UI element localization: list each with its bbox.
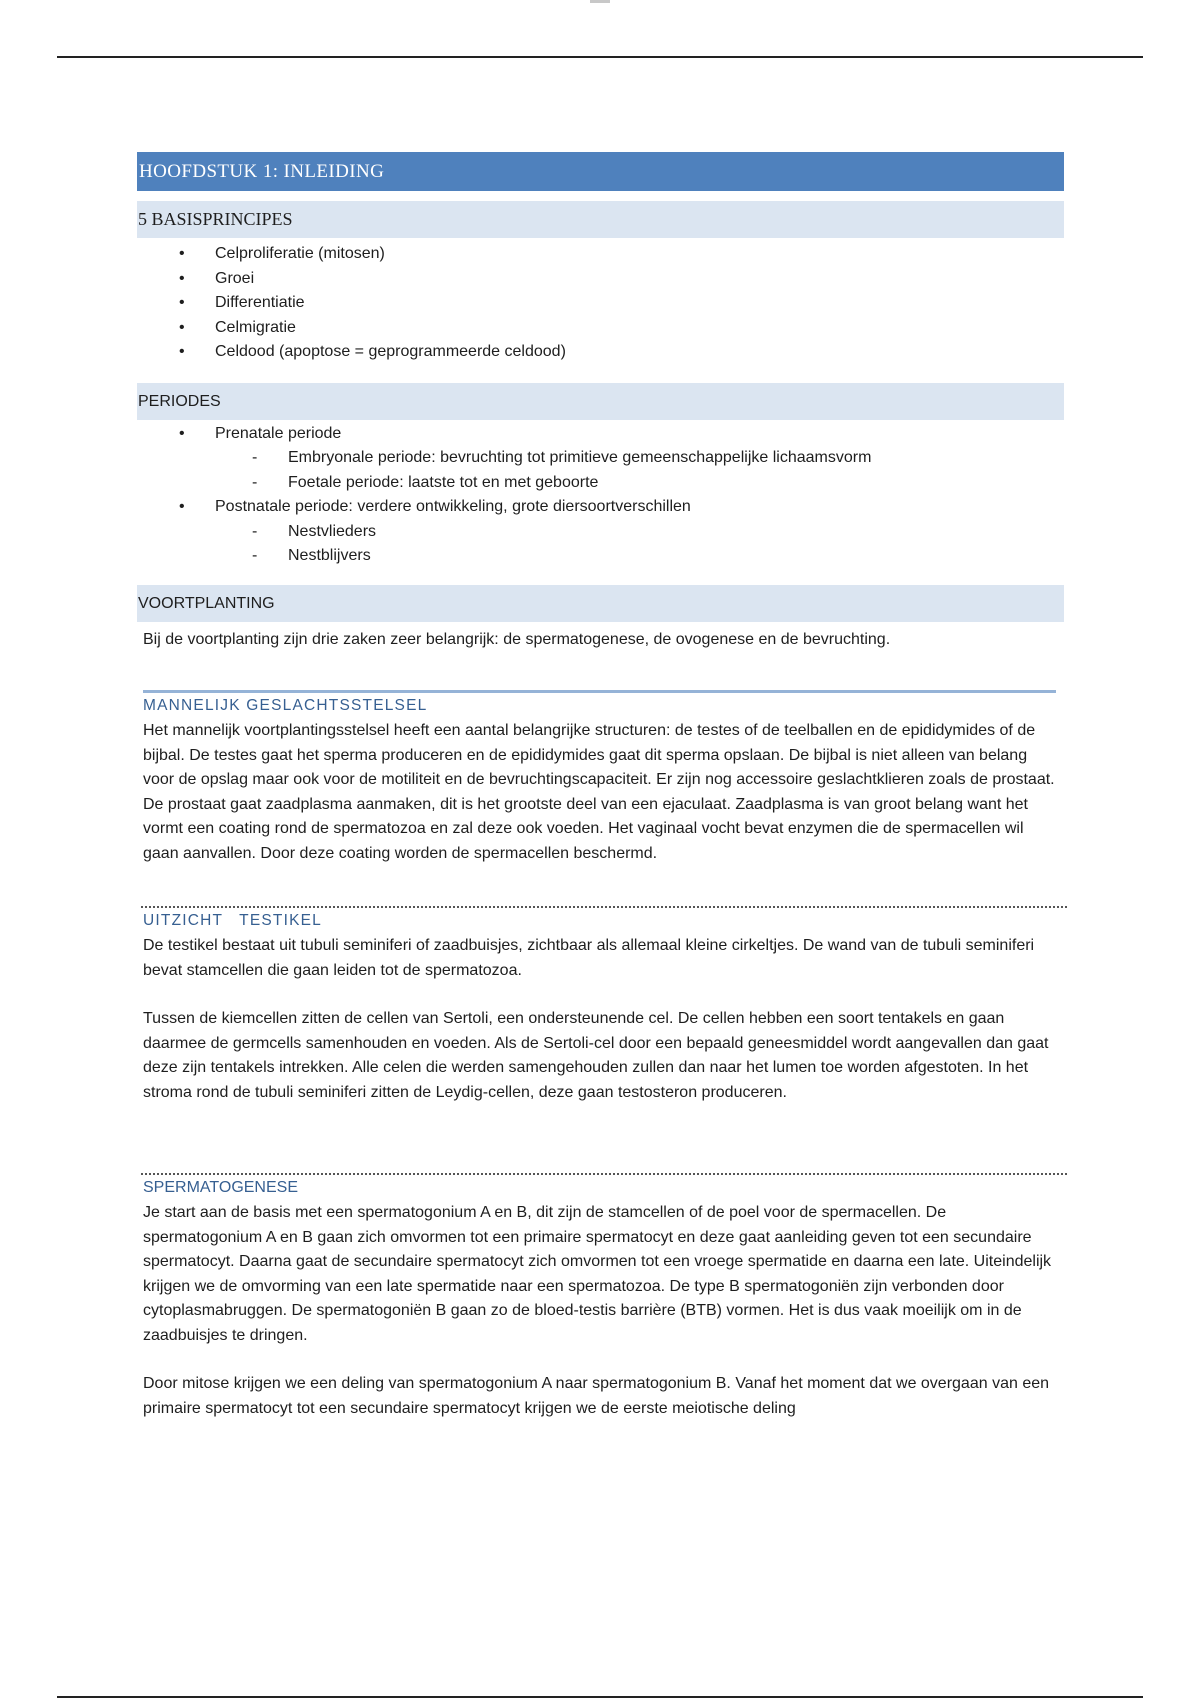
sub-list-item: - Embryonale periode: bevruchting tot primitieve gemeenschappelijke lichaamsvorm	[137, 446, 1064, 471]
heading-mannelijk: MANNELIJK GESLACHTSSTELSEL	[143, 697, 428, 714]
heading-voortplanting: VOORTPLANTING	[137, 585, 1064, 622]
list-item: • Postnatale periode: verdere ontwikkeling, grote diersoortverschillen	[137, 495, 1064, 520]
heading-basisprincipes: 5 BASISPRINCIPES	[137, 201, 1064, 238]
list-item: • Prenatale periode	[137, 422, 1064, 447]
mannelijk-text: Het mannelijk voortplantingsstelsel heeft een aantal belangrijke structuren: de testes of de teelballen en de epididymides of de bijbal. De testes gaat het sperma produceren en de epididymides gaat dit sperma opslaan. De bijbal is niet alleen van belang voor de opslag maar ook voor de motiliteit en de bevruchtingscapaciteit. Er zijn nog accessoire geslachtklieren zoals de prostaat. De prostaat gaat zaadplasma aanmaken, dit is het grootste deel van een ejaculaat. Zaadplasma is van groot belang want het vormt een coating rond de spermatozoa en zal deze ook voeden. Het vaginaal vocht bevat enzymen die de spermacellen wil gaan aanvallen. Door deze coating worden de spermacellen beschermd.	[143, 722, 1055, 862]
basisprincipes-list	[137, 242, 1064, 365]
list-item: • Differentiatie	[137, 291, 1064, 316]
footer-rule	[57, 1696, 1143, 1698]
testikel-paragraph-1: De testikel bestaat uit tubuli seminiferi of zaadbuisjes, zichtbaar als allemaal kleine cirkeltjes. De wand van de tubuli seminiferi bevat stamcellen die gaan leiden tot de spermatozoa.	[143, 937, 1035, 979]
chapter-title: HOOFDSTUK 1: INLEIDING	[137, 152, 1064, 191]
heading-periodes: PERIODES	[137, 383, 1064, 420]
document-body	[137, 152, 1064, 1421]
page-top-marker	[590, 0, 610, 3]
sub-list-item: - Foetale periode: laatste tot en met geboorte	[137, 471, 1064, 496]
sub-list-item: - Nestvlieders	[137, 520, 1064, 545]
list-item: • Celdood (apoptose = geprogrammeerde celdood)	[137, 340, 1064, 365]
heading-testikel: UITZICHT TESTIKEL	[143, 912, 322, 929]
spermatogenese-paragraph-1: Je start aan de basis met een spermatogonium A en B, dit zijn de stamcellen of de poel voor de spermacellen. De spermatogonium A en B gaan zich omvormen tot een primaire spermatocyt en deze gaat aanleiding geven tot een secundaire spermatocyt. Daarna gaat de secundaire spermatocyt zich omvormen tot een vroege spermatide en daarna een late. Uiteindelijk krijgen we de omvorming van een late spermatide naar een spermatozoa. De type B spermatogoniën zijn verbonden door cytoplasmabruggen. De spermatogoniën B gaan zo de bloed-testis barrière (BTB) vormen. Het is dus vaak moeilijk om in de zaadbuisjes te dringen.	[143, 1204, 1052, 1344]
testikel-paragraph-2: Tussen de kiemcellen zitten de cellen van Sertoli, een ondersteunende cel. De cellen hebben een soort tentakels en gaan daarmee de germcells samenhouden en voeden. Als de Sertoli-cel door een bepaald geneesmiddel wordt aangevallen dan gaat deze zijn tentakels intrekken. Alle celen die werden samengehouden zullen dan naar het lumen toe worden afgestoten. In het stroma rond de tubuli seminiferi zitten de Leydig-cellen, deze gaan testosteron produceren.	[143, 1010, 1049, 1101]
list-item: • Celmigratie	[137, 316, 1064, 341]
periodes-list	[137, 422, 1064, 569]
sub-list-item: - Nestblijvers	[137, 544, 1064, 569]
spermatogenese-paragraph-2: Door mitose krijgen we een deling van spermatogonium A naar spermatogonium B. Vanaf het moment dat we overgaan van een primaire spermatocyt tot een secundaire spermatocyt krijgen we de eerste meiotische deling	[143, 1375, 1050, 1417]
list-item: • Celproliferatie (mitosen)	[137, 242, 1064, 267]
voortplanting-text: Bij de voortplanting zijn drie zaken zeer belangrijk: de spermatogenese, de ovogenese en de bevruchting.	[143, 630, 891, 648]
heading-spermatogenese: SPERMATOGENESE	[143, 1179, 298, 1196]
header-rule	[57, 56, 1143, 58]
list-item: • Groei	[137, 267, 1064, 292]
